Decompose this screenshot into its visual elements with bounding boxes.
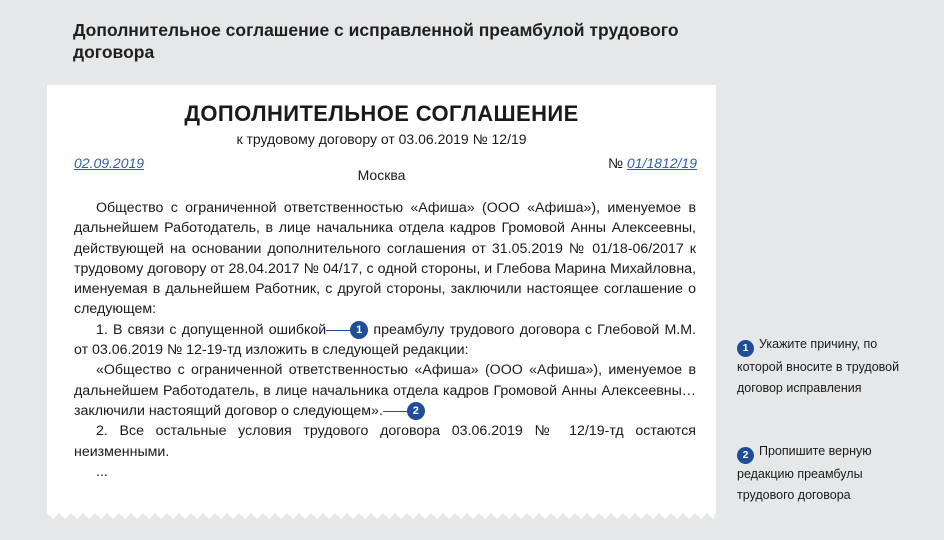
clause-1-end: преамбулу трудового договора с Глебовой М.М. от 03.06.2019 № 12-19-тд изложить в следующей редакции: <box>74 321 696 359</box>
paragraph-new-preamble <box>74 360 696 421</box>
clause-1-start: 1. В связи с допущенной ошибкой <box>96 321 327 338</box>
document-title: ДОПОЛНИТЕЛЬНОЕ СОГЛАШЕНИЕ <box>184 101 579 126</box>
document-subtitle: к трудовому договору от 03.06.2019 № 12/19 <box>236 131 527 147</box>
document-number-value: 01/1812/19 <box>626 155 697 171</box>
side-note-1 <box>737 334 912 398</box>
marker-leader-line <box>383 411 407 412</box>
marker-leader-line <box>326 330 350 331</box>
callout-marker-1: 1 <box>350 321 368 339</box>
note-2-text: Пропишите верную редакцию преамбулы трудового договора <box>737 444 872 502</box>
document-sheet <box>47 85 716 511</box>
side-note-2 <box>737 441 912 505</box>
document-number <box>608 155 697 171</box>
paragraph-ellipsis: ... <box>96 463 108 480</box>
document-date: 02.09.2019 <box>74 155 145 171</box>
paragraph-clause-2: 2. Все остальные условия трудового договора 03.06.2019 № 12/19-тд остаются неизменными. <box>74 423 696 460</box>
note-marker-2: 2 <box>737 447 754 464</box>
paragraph-clause-1 <box>74 320 696 361</box>
callout-marker-2: 2 <box>407 402 425 420</box>
note-1-text: Укажите причину, по которой вносите в трудовой договор исправления <box>737 337 900 395</box>
document-number-prefix: № <box>608 155 624 171</box>
note-marker-1: 1 <box>737 340 754 357</box>
new-preamble-text: «Общество с ограниченной ответственностью «Афиша» (ООО «Афиша»), именуемое в дальнейшем Работодатель, в лице начальника отдела кадров Громовой Анны Алексеевны… заключили настоящий договор о следующем». <box>74 362 696 419</box>
page-heading: Дополнительное соглашение с исправленной преамбулой трудового договора <box>73 20 679 62</box>
document-city: Москва <box>357 167 406 183</box>
paragraph-preamble: Общество с ограниченной ответственностью «Афиша» (ООО «Афиша»), именуемое в дальнейшем Работодатель, в лице начальника отдела кадров Громовой Анны Алексеевны, действующей на основании дополнительного соглашения от 31.05.2019 № 01/18-06/2017 к трудовому договору от 28.04.2017 № 04/17, с одной стороны, и Глебова Марина Михайловна, именуемая в дальнейшем Работник, с другой стороны, заключили настоящее соглашение о следующем: <box>74 200 696 318</box>
document-body <box>74 198 696 482</box>
torn-paper-edge <box>47 509 716 521</box>
